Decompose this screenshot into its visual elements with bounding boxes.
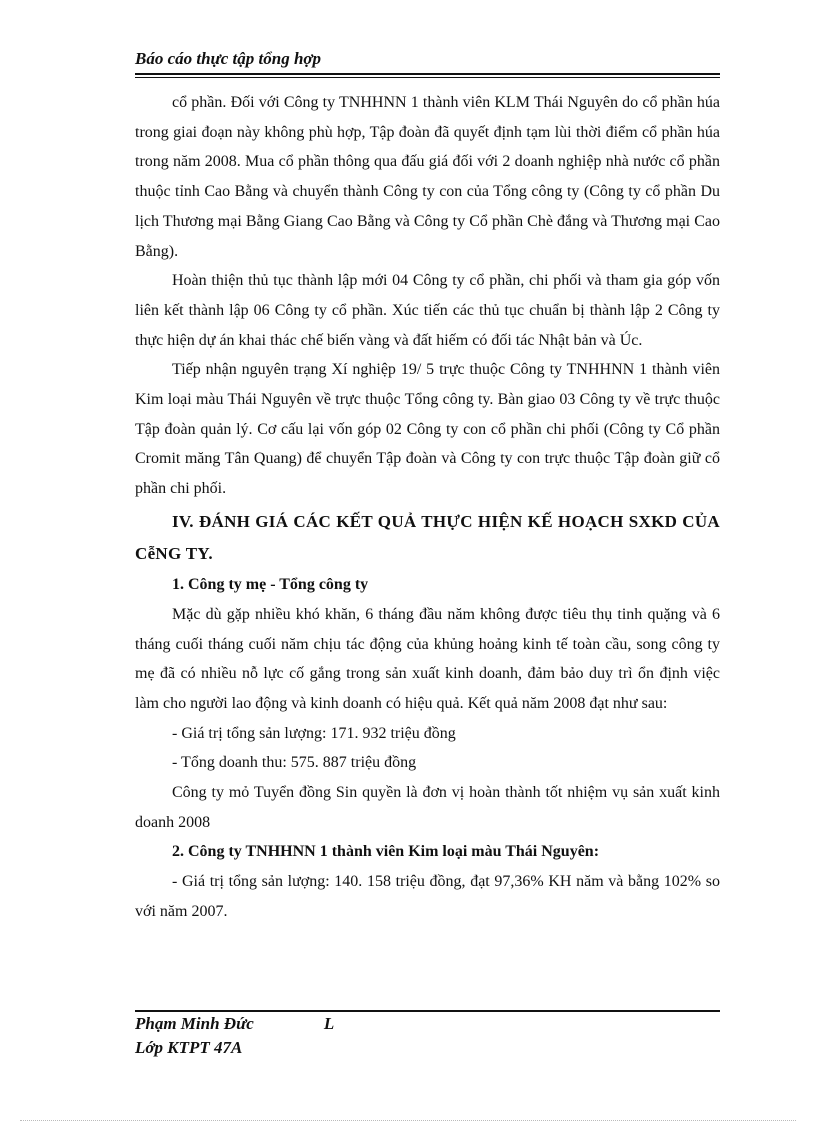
header-title: Báo cáo thực tập tổng hợp xyxy=(135,49,322,68)
subheading-subsidiary: 2. Công ty TNHHNN 1 thành viên Kim loại màu Thái Nguyên: xyxy=(172,843,600,861)
page-bottom-border xyxy=(20,1120,796,1121)
section-heading: IV. ĐÁNH GIÁ CÁC KẾT QUẢ THỰC HIỆN KẾ HOẠCH SXKD CỦA CễNG TY. xyxy=(135,511,720,563)
paragraph-new-companies: Hoàn thiện thủ tục thành lập mới 04 Công ty cổ phần, chi phối và tham gia góp vốn liên kết thành lập 06 Công ty cổ phần. Xúc tiến các thủ tục chuẩn bị thành lập 2 Công ty thực hiện dự án khai thác chế biến vàng và đất hiếm có đối tác Nhật bản và Úc. xyxy=(135,272,720,349)
footer-tag: L xyxy=(323,1014,335,1033)
footer-class: Lớp KTPT 47A xyxy=(135,1038,243,1057)
paragraph-sin-quyen: Công ty mỏ Tuyển đồng Sin quyền là đơn vị hoàn thành tốt nhiệm vụ sản xuất kinh doanh 2008 xyxy=(135,784,720,831)
document-body xyxy=(135,88,720,927)
bullet-total-revenue: - Tổng doanh thu: 575. 887 triệu đồng xyxy=(172,754,417,772)
bullet-subsidiary-output: - Giá trị tổng sản lượng: 140. 158 triệu đồng, đạt 97,36% KH năm và bằng 102% so với năm 2007. xyxy=(135,873,720,921)
paragraph-parent-results: Mặc dù gặp nhiều khó khăn, 6 tháng đầu năm không được tiêu thụ tinh quặng và 6 tháng cuối tháng cuối năm chịu tác động của khủng hoảng kinh tế toàn cầu, song công ty mẹ đã có nhiều nỗ lực cố gắng trong sản xuất kinh doanh, đảm bảo duy trì ổn định việc làm cho người lao động và kinh doanh có hiệu quả. Kết quả năm 2008 đạt như sau: xyxy=(135,605,720,712)
page-header xyxy=(135,48,720,78)
page-footer xyxy=(135,1010,720,1060)
bullet-total-output: - Giá trị tổng sản lượng: 171. 932 triệu đồng xyxy=(172,724,456,742)
footer-author-name: Phạm Minh Đức xyxy=(135,1014,254,1033)
header-rule-thin xyxy=(135,77,720,78)
header-rule-thick xyxy=(135,73,720,75)
paragraph-equitization: cổ phần. Đối với Công ty TNHHNN 1 thành viên KLM Thái Nguyên do cổ phần húa trong giai đoạn này không phù hợp, Tập đoàn đã quyết định tạm lùi thời điểm cổ phần húa trong năm 2008. Mua cổ phần thông qua đấu giá đối với 2 doanh nghiệp nhà nước cổ phần thuộc tỉnh Cao Bằng và chuyển thành Công ty con của Tổng công ty (Công ty cổ phần Du lịch Thương mại Bằng Giang Cao Bằng và Công ty Cổ phần Chè đắng và Thương mại Cao Bằng). xyxy=(135,94,720,260)
subheading-parent-company: 1. Công ty mẹ - Tổng công ty xyxy=(172,575,369,593)
paragraph-restructuring: Tiếp nhận nguyên trạng Xí nghiệp 19/ 5 trực thuộc Công ty TNHHNN 1 thành viên Kim loại màu Thái Nguyên về trực thuộc Tổng công ty. Bàn giao 03 Công ty về trực thuộc Tập đoàn quản lý. Cơ cấu lại vốn góp 02 Công ty con cổ phần chi phối (Công ty Cổ phần Cromit măng Tân Quang) để chuyển Tập đoàn và Công ty con trực thuộc Tập đoàn giữ cổ phần chi phối. xyxy=(135,361,720,498)
footer-author-line xyxy=(135,1012,720,1036)
